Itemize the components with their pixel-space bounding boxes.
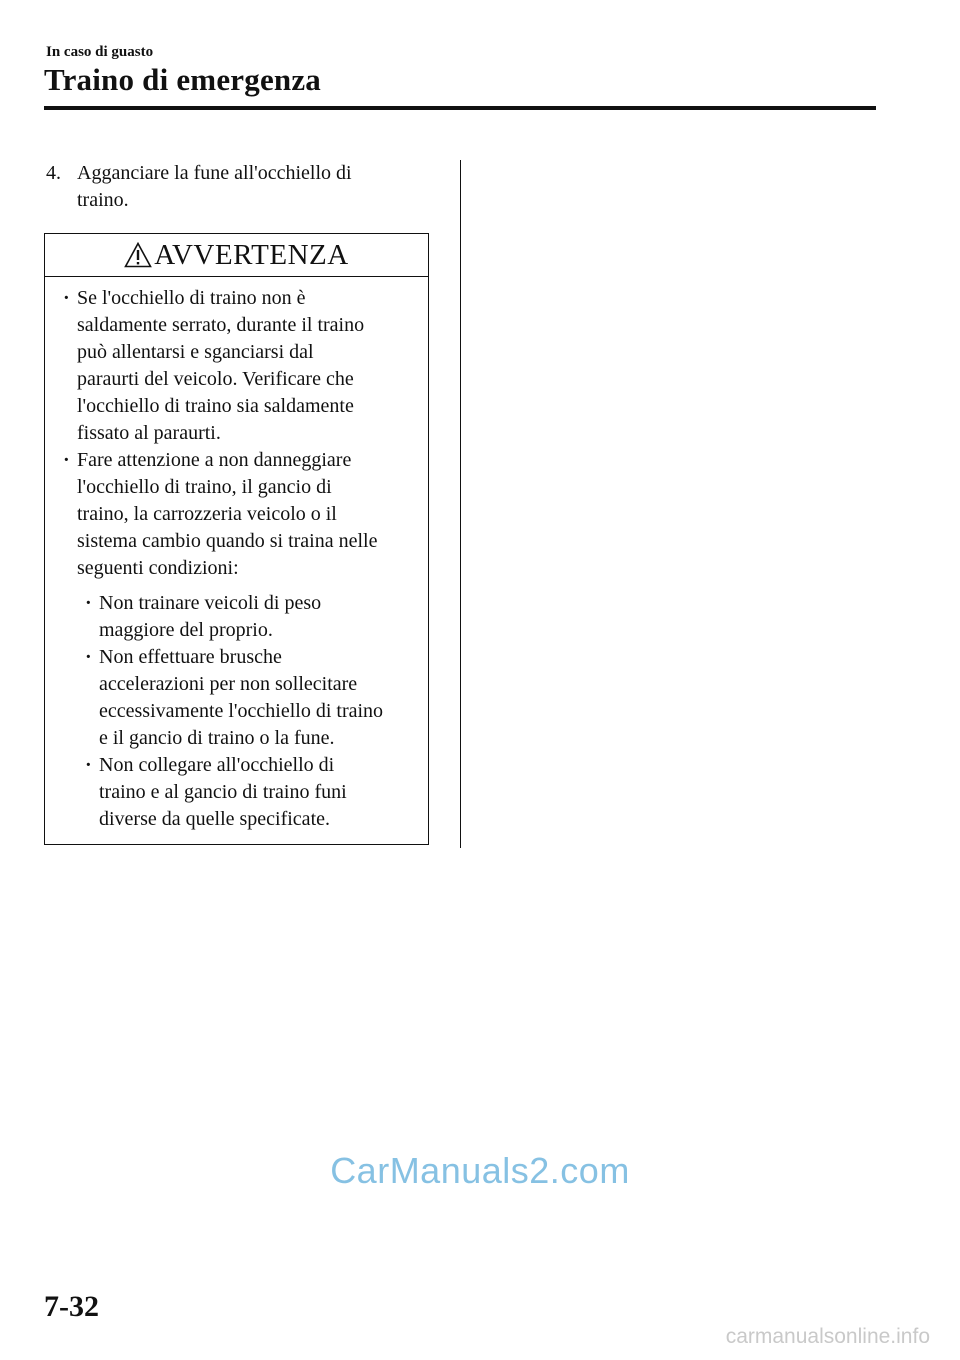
bullet-line: e il gancio di traino o la fune.: [99, 727, 335, 749]
bullet-line: paraurti del veicolo. Verificare che: [77, 368, 354, 390]
warning-sub-bullet: [81, 590, 422, 644]
column-divider: [460, 160, 461, 848]
warning-sub-bullet: [81, 644, 422, 752]
bullet-line: accelerazioni per non sollecitare: [99, 673, 358, 695]
section-label: In caso di guasto: [46, 44, 154, 60]
bullet-line: maggiore del proprio.: [99, 619, 273, 641]
step-line-1: [46, 160, 426, 187]
warning-header: [45, 234, 428, 277]
bullet-line: l'occhiello di traino, il gancio di: [77, 476, 332, 498]
bullet-line: sistema cambio quando si traina nelle: [77, 530, 378, 552]
bullet-dot: ·: [63, 287, 70, 309]
bullet-line: traino e al gancio di traino funi: [99, 781, 347, 803]
bullet-dot: ·: [85, 754, 92, 776]
bullet-line: può allentarsi e sganciarsi dal: [77, 341, 314, 363]
step-line-2: traino.: [77, 189, 129, 211]
warning-sub-list: [59, 590, 422, 833]
warning-sub-bullet: [81, 752, 422, 833]
step-number: 4.: [46, 162, 61, 184]
bullet-dot: ·: [85, 592, 92, 614]
warning-bullet: [59, 285, 422, 447]
bullet-line: traino, la carrozzeria veicolo o il: [77, 503, 337, 525]
bullet-line: fissato al paraurti.: [77, 422, 221, 444]
title-rule: [44, 106, 876, 110]
bullet-dot: ·: [63, 449, 70, 471]
bullet-line: Non collegare all'occhiello di: [99, 754, 335, 776]
warning-body: [45, 277, 428, 833]
bullet-dot: ·: [85, 646, 92, 668]
step-4: [46, 160, 426, 214]
site-footer: carmanualsonline.info: [725, 1325, 930, 1348]
bullet-line: Se l'occhiello di traino non è: [77, 287, 306, 309]
warning-title: AVVERTENZA: [154, 238, 349, 271]
bullet-line: seguenti condizioni:: [77, 557, 239, 579]
warning-triangle-icon: [124, 242, 152, 268]
page-title: Traino di emergenza: [44, 62, 322, 97]
bullet-line: Fare attenzione a non danneggiare: [77, 449, 352, 471]
bullet-line: Non trainare veicoli di peso: [99, 592, 322, 614]
bullet-line: diverse da quelle specificate.: [99, 808, 330, 830]
page-number: 7-32: [44, 1290, 99, 1323]
warning-bullet: [59, 447, 422, 582]
step-text-1: Agganciare la fune all'occhiello di: [77, 162, 352, 184]
bullet-line: eccessivamente l'occhiello di traino: [99, 700, 384, 722]
bullet-line: Non effettuare brusche: [99, 646, 282, 668]
bullet-line: l'occhiello di traino sia saldamente: [77, 395, 354, 417]
warning-box: [44, 233, 429, 845]
watermark: CarManuals2.com: [330, 1150, 630, 1191]
bullet-line: saldamente serrato, durante il traino: [77, 314, 365, 336]
